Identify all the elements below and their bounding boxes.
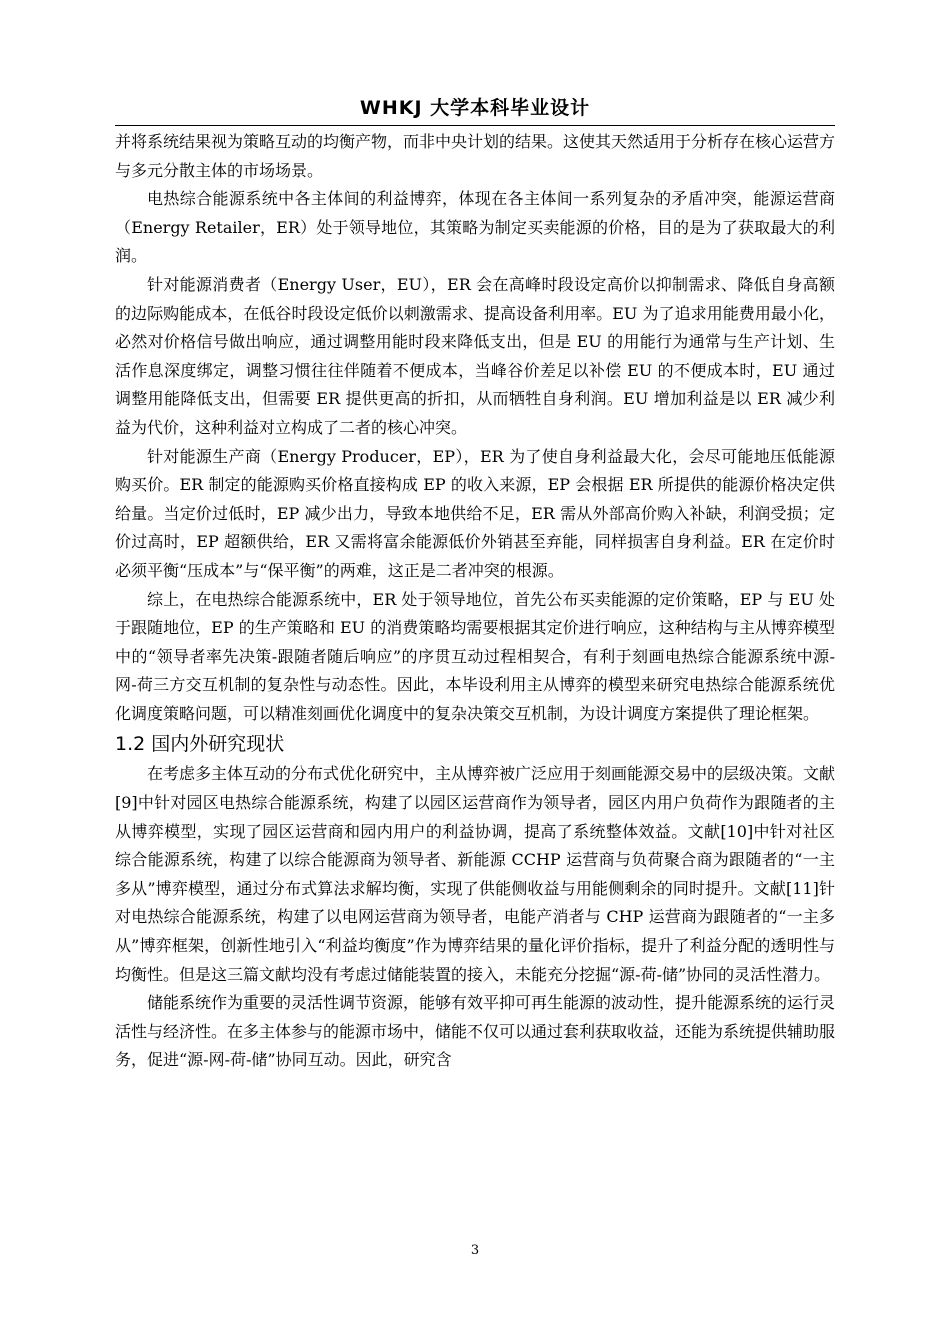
- paragraph: 储能系统作为重要的灵活性调节资源，能够有效平抑可再生能源的波动性，提升能源系统的运行灵活性与经济性。在多主体参与的能源市场中，储能不仅可以通过套利获取收益，还能为系统提供辅助服务，促进“源-网-荷-储”协同互动。因此，研究含: [115, 993, 836, 1070]
- paragraph: 综上，在电热综合能源系统中，ER 处于领导地位，首先公布买卖能源的定价策略，EP 与 EU 处于跟随地位，EP 的生产策略和 EU 的消费策略均需要根据其定价进行响应，这种结构与主从博弈模型中的“领导者率先决策-跟随者随后响应”的序贯互动过程相契合，有利于刻画电热综合能源系统中源-网-荷三方交互机制的复杂性与动态性。因此，本毕设利用主从博弈的模型来研究电热综合能源系统优化调度策略问题，可以精准刻画优化调度中的复杂决策交互机制，为设计调度方案提供了理论框架。: [115, 589, 835, 723]
- header-divider: [115, 125, 835, 126]
- paragraph-continuation: 并将系统结果视为策略互动的均衡产物，而非中央计划的结果。这使其天然适用于分析存在核心运营方与多元分散主体的市场场景。: [115, 132, 836, 180]
- paragraph: 电热综合能源系统中各主体间的利益博弈，体现在各主体间一系列复杂的矛盾冲突，能源运营商（Energy Retailer，ER）处于领导地位，其策略为制定买卖能源的价格，目的是为了获取最大的利润。: [115, 189, 835, 266]
- paragraph: 在考虑多主体互动的分布式优化研究中，主从博弈被广泛应用于刻画能源交易中的层级决策。文献[9]中针对园区电热综合能源系统，构建了以园区运营商作为领导者，园区内用户负荷作为跟随者的主从博弈模型，实现了园区运营商和园内用户的利益协调，提高了系统整体效益。文献[10]中针对社区综合能源系统，构建了以综合能源商为领导者、新能源 CCHP 运营商与负荷聚合商为跟随者的“一主多从”博弈模型，通过分布式算法求解均衡，实现了供能侧收益与用能侧剩余的同时提升。文献[11]针对电热综合能源系统，构建了以电网运营商为领导者，电能产消者与 CHP 运营商为跟随者的“一主多从”博弈框架，创新性地引入“利益均衡度”作为博弈结果的量化评价指标，提升了利益分配的透明性与均衡性。但是这三篇文献均没有考虑过储能装置的接入，未能充分挖掘“源-荷-储”协同的灵活性潜力。: [115, 764, 836, 984]
- paragraph: 针对能源生产商（Energy Producer，EP），ER 为了使自身利益最大化，会尽可能地压低能源购买价。ER 制定的能源购买价格直接构成 EP 的收入来源，EP 会根据 ER 所提供的能源价格决定供给量。当定价过低时，EP 减少出力，导致本地供给不足，ER 需从外部高价购入补缺，利润受损；定价过高时，EP 超额供给，ER 又需将富余能源低价外销甚至弃能，同样损害自身利益。ER 在定价时必须平衡“压成本”与“保平衡”的两难，这正是二者冲突的根源。: [115, 446, 835, 580]
- section-heading: 1.2 国内外研究现状: [115, 733, 285, 756]
- page-number: 3: [470, 1243, 480, 1258]
- paragraph: 针对能源消费者（Energy User，EU），ER 会在高峰时段设定高价以抑制需求、降低自身高额的边际购能成本，在低谷时段设定低价以刺激需求、提高设备利用率。EU 为了追求用能费用最小化，必然对价格信号做出响应，通过调整用能时段来降低支出，但是 EU 的用能行为通常与生产计划、生活作息深度绑定，调整习惯往往伴随着不便成本，当峰谷价差足以补偿 EU 的不便成本时，EU 通过调整用能降低支出，但需要 ER 提供更高的折扣，从而牺牲自身利润。EU 增加利益是以 ER 减少利益为代价，这种利益对立构成了二者的核心冲突。: [115, 274, 835, 437]
- page-header-title: WHKJ 大学本科毕业设计: [359, 97, 591, 119]
- document-body: [115, 128, 835, 1075]
